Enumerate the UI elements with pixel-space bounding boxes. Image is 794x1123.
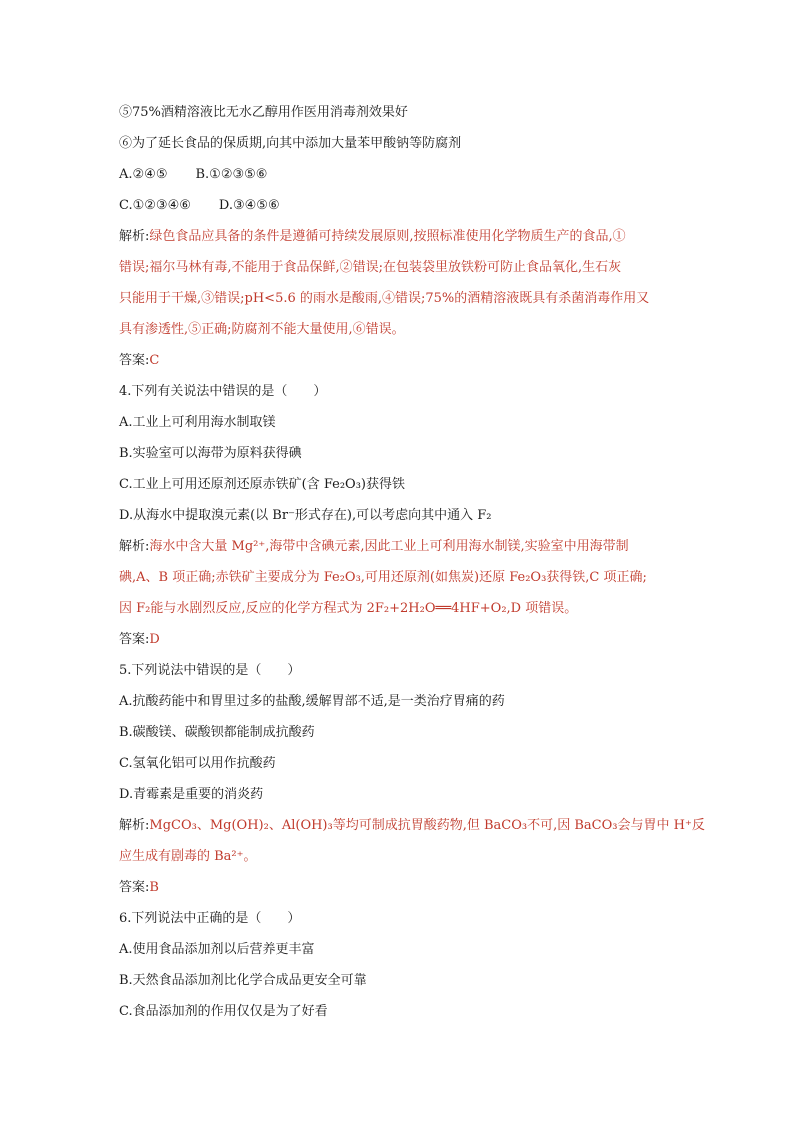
option-c: C.食品添加剂的作用仅仅是为了好看 — [119, 1004, 328, 1019]
option-b: B.实验室可以海带为原料获得碘 — [119, 446, 302, 461]
statement-item-5: ⑤75%酒精溶液比无水乙醇用作医用消毒剂效果好 — [119, 105, 408, 120]
analysis-label: 解析: — [119, 229, 150, 244]
option-c: C.①②③④⑥ — [119, 198, 191, 213]
options-row-cd — [119, 193, 699, 224]
option-d: D.青霉素是重要的消炎药 — [119, 787, 264, 802]
option-a: A.使用食品添加剂以后营养更丰富 — [119, 942, 315, 957]
analysis-line: 因 F₂能与水剧烈反应,反应的化学方程式为 2F₂+2H₂O══4HF+O₂,D 项错误。 — [119, 601, 578, 616]
analysis-line — [119, 224, 699, 255]
analysis-line: 应生成有剧毒的 Ba²⁺。 — [119, 849, 257, 864]
analysis-label: 解析: — [119, 818, 150, 833]
statement-item-6: ⑥为了延长食品的保质期,向其中添加大量苯甲酸钠等防腐剂 — [119, 136, 462, 151]
option-b: B.①②③⑤⑥ — [195, 167, 268, 182]
answer-value: B — [149, 880, 159, 895]
analysis-text: 绿色食品应具备的条件是遵循可持续发展原则,按照标准使用化学物质生产的食品,① — [149, 229, 626, 244]
analysis-line: 只能用于干燥,③错误;pH<5.6 的雨水是酸雨,④错误;75%的酒精溶液既具有杀菌消毒作用又 — [119, 291, 650, 306]
answer-label: 答案: — [119, 880, 150, 895]
option-a: A.抗酸药能中和胃里过多的盐酸,缓解胃部不适,是一类治疗胃痛的药 — [119, 694, 505, 709]
option-c: C.氢氧化铝可以用作抗酸药 — [119, 756, 276, 771]
analysis-label: 解析: — [119, 539, 150, 554]
option-a: A.工业上可利用海水制取镁 — [119, 415, 276, 430]
question-stem: 4.下列有关说法中错误的是（ ） — [119, 384, 327, 399]
answer-value: D — [149, 632, 160, 647]
answer-value: C — [149, 353, 160, 368]
analysis-line: 错误;福尔马林有毒,不能用于食品保鲜,②错误;在包装袋里放铁粉可防止食品氧化,生石灰 — [119, 260, 622, 275]
analysis-line: 碘,A、B 项正确;赤铁矿主要成分为 Fe₂O₃,可用还原剂(如焦炭)还原 Fe₂O₃获得铁,C 项正确; — [119, 570, 647, 585]
document-page — [119, 100, 705, 1030]
answer-label: 答案: — [119, 353, 150, 368]
question-stem: 6.下列说法中正确的是（ ） — [119, 911, 301, 926]
analysis-line — [119, 534, 699, 565]
analysis-line — [119, 813, 705, 844]
option-a: A.②④⑤ — [119, 167, 168, 182]
option-b: B.天然食品添加剂比化学合成品更安全可靠 — [119, 973, 367, 988]
question-stem: 5.下列说法中错误的是（ ） — [119, 663, 301, 678]
analysis-text: 海水中含大量 Mg²⁺,海带中含碘元素,因此工业上可利用海水制镁,实验室中用海带制 — [149, 539, 629, 554]
analysis-line: 具有渗透性,⑤正确;防腐剂不能大量使用,⑥错误。 — [119, 322, 405, 337]
option-b: B.碳酸镁、碳酸钡都能制成抗酸药 — [119, 725, 315, 740]
option-d: D.③④⑤⑥ — [218, 198, 280, 213]
option-c: C.工业上可用还原剂还原赤铁矿(含 Fe₂O₃)获得铁 — [119, 477, 405, 492]
analysis-text: MgCO₃、Mg(OH)₂、Al(OH)₃等均可制成抗胃酸药物,但 BaCO₃不可,因 BaCO₃会与胃中 H⁺反 — [149, 818, 705, 833]
answer-label: 答案: — [119, 632, 150, 647]
answer-line — [119, 875, 699, 906]
option-d: D.从海水中提取溴元素(以 Br⁻形式存在),可以考虑向其中通入 F₂ — [119, 508, 492, 523]
options-row-ab — [119, 162, 699, 193]
answer-line — [119, 627, 699, 658]
answer-line — [119, 348, 699, 379]
